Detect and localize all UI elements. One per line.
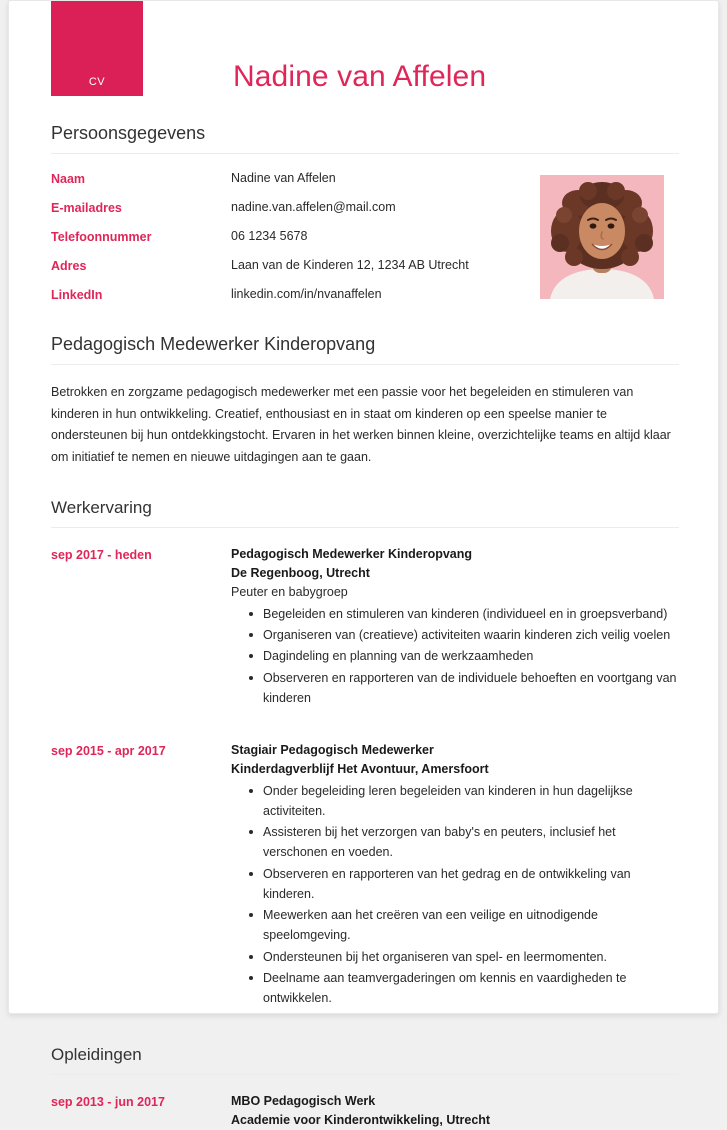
list-item: Observeren en rapporteren van de individuele behoeften en voortgang van kinderen [231,668,682,709]
list-item: Assisteren bij het verzorgen van baby's en peuters, inclusief het verschonen en voeden. [231,822,682,863]
experience-entry [51,545,682,709]
personal-details-list [51,171,682,302]
section-profile [9,334,718,468]
entry-subtitle: Peuter en babygroep [231,584,348,599]
section-title-education: Opleidingen [51,1045,142,1065]
detail-label: LinkedIn [51,288,103,302]
entry-bullet-list [231,781,682,1009]
detail-value: Laan van de Kinderen 12, 1234 AB Utrecht [231,258,469,272]
avatar [540,175,664,299]
entry-organisation: Kinderdagverblijf Het Avontuur, Amersfoort [231,761,489,776]
section-divider [51,364,679,365]
cv-badge [51,1,143,96]
detail-label: E-mailadres [51,201,122,215]
detail-label: Adres [51,259,87,273]
cv-document-page [8,0,719,1128]
entry-title: Pedagogisch Medewerker Kinderopvang [231,547,473,561]
section-title-personal: Persoonsgegevens [51,123,206,143]
experience-entry [51,741,682,1009]
section-education [9,1045,718,1130]
section-divider [51,153,679,154]
section-title-experience: Werkervaring [51,498,152,517]
education-entry [51,1092,682,1130]
entry-body [231,545,682,709]
page-title: Nadine van Affelen [233,60,487,93]
list-item: Onder begeleiding leren begeleiden van kinderen in hun dagelijkse activiteiten. [231,781,682,822]
document-header [9,1,718,123]
entry-date: sep 2017 - heden [51,548,152,562]
list-item: Dagindeling en planning van de werkzaamheden [231,646,682,666]
section-divider [51,1074,679,1075]
list-item: Ondersteunen bij het organiseren van spel- en leermomenten. [231,947,682,967]
list-item: Begeleiden en stimuleren van kinderen (individueel en in groepsverband) [231,604,682,624]
entry-date: sep 2015 - apr 2017 [51,744,166,759]
entry-title: MBO Pedagogisch Werk [231,1094,376,1109]
section-experience [9,498,718,1009]
profile-summary-text: Betrokken en zorgzame pedagogisch medewerker met een passie voor het begeleiden en stimuleren van kinderen in hun ontwikkeling. Creatief, enthousiast en in staat om kinderen op een speelse manier te ondersteunen bij hun ontdekkingstocht. Ervaren in het werken binnen kleine, overzichtelijke teams en altijd klaar om initiatief te nemen en nieuwe uitdagingen aan te gaan. [51,385,671,464]
entry-bullet-list [231,604,682,708]
entry-body [231,1092,682,1130]
detail-value: linkedin.com/in/nvanaffelen [231,287,382,301]
detail-value: nadine.van.affelen@mail.com [231,200,396,214]
list-item: Observeren en rapporteren van het gedrag en de ontwikkeling van kinderen. [231,864,682,905]
list-item: Deelname aan teamvergaderingen om kennis en vaardigheden te ontwikkelen. [231,968,682,1009]
entry-title: Stagiair Pedagogisch Medewerker [231,743,434,758]
entry-organisation: Academie voor Kinderontwikkeling, Utrecht [231,1113,491,1128]
detail-value: Nadine van Affelen [231,171,336,185]
cv-badge-label: CV [88,76,106,88]
detail-label: Telefoonnummer [51,230,152,244]
entry-date: sep 2013 - jun 2017 [51,1095,165,1110]
list-item: Organiseren van (creatieve) activiteiten waarin kinderen zich veilig voelen [231,625,682,645]
entry-body [231,741,682,1009]
entry-organisation: De Regenboog, Utrecht [231,565,370,580]
list-item: Meewerken aan het creëren van een veilige en uitnodigende speelomgeving. [231,905,682,946]
detail-label: Naam [51,172,86,186]
detail-value: 06 1234 5678 [231,229,308,243]
section-title-profile: Pedagogisch Medewerker Kinderopvang [51,334,376,354]
section-personal-details [9,123,718,302]
section-divider [51,527,679,528]
